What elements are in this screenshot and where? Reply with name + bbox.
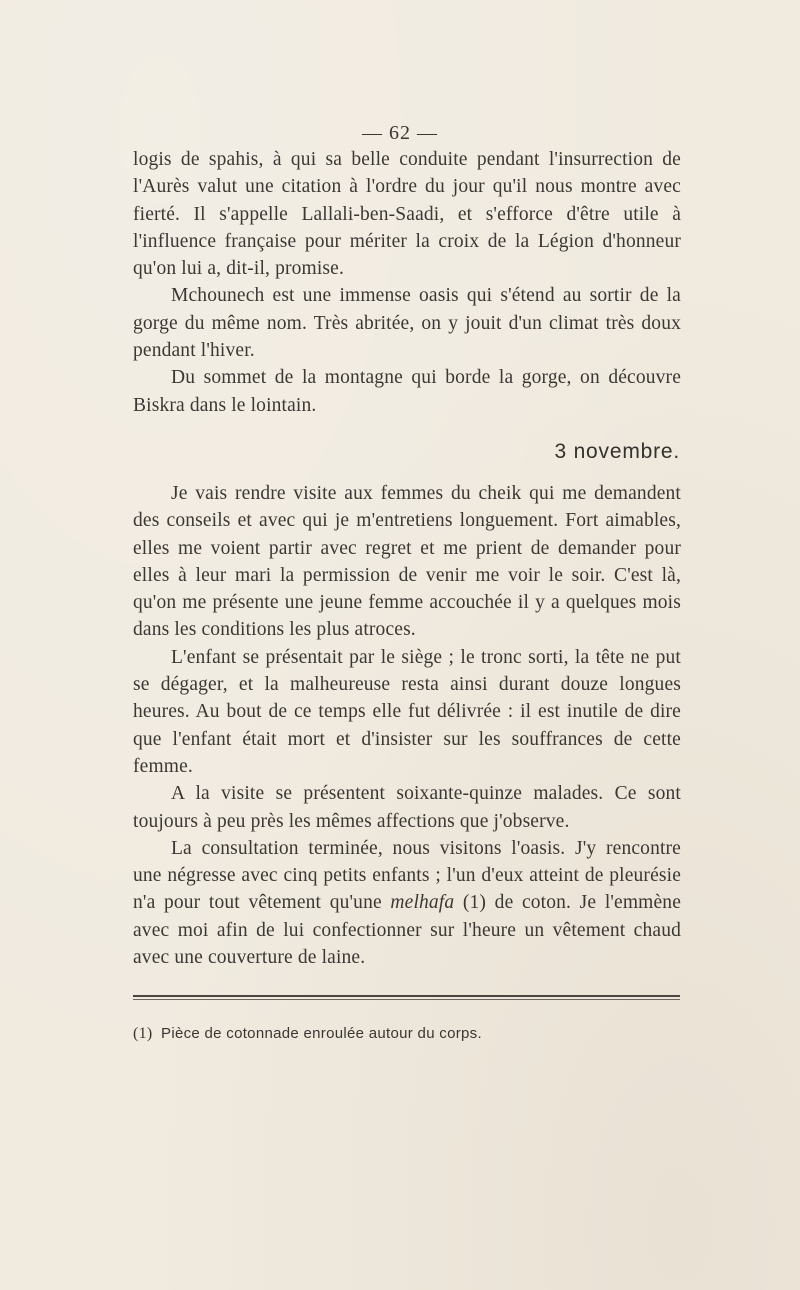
paragraph-childbirth: L'enfant se présentait par le siège ; le tronc sorti, la tête ne put se dégager, et la malheureuse resta ainsi durant douze longues heures. Au bout de ce temps elle fut délivrée : il est inutile de dire que l'enfant était mort et d'insister sur les souffrances de cette femme. xyxy=(133,646,681,777)
footnote-text: Pièce de cotonnade enroulée autour du corps. xyxy=(161,1025,482,1042)
paragraph-oasis-visit xyxy=(133,835,681,971)
footnote-divider-thin xyxy=(133,999,680,1000)
paragraph-biskra: Du sommet de la montagne qui borde la gorge, on découvre Biskra dans le lointain. xyxy=(133,367,681,416)
footnote-mark: (1) xyxy=(133,1025,153,1042)
oasis-text-before: La consultation terminée, nous visitons l'oasis. J'y rencontre une négresse avec cinq petits enfants ; l'un d'eux atteint de pleurésie n'a pour tout vêtement qu'une xyxy=(133,837,681,914)
footnote xyxy=(133,1025,680,1043)
paragraph-continuation: logis de spahis, à qui sa belle conduite pendant l'insurrection de l'Aurès valut une citation à l'ordre du jour qu'il nous montre avec fierté. Il s'appelle Lallali-ben-Saadi, et s'efforce d'être utile à l'influence française pour mériter la croix de la Légion d'honneur qu'on lui a, dit-il, promise. xyxy=(133,149,681,280)
oasis-text-after: (1) de coton. Je l'emmène avec moi afin de lui confectionner sur l'heure un vêtement chaud avec une couverture de laine. xyxy=(133,892,682,969)
text-block-bottom xyxy=(133,480,681,971)
footnote-divider xyxy=(133,995,680,997)
melhafa-term: melhafa xyxy=(390,892,455,914)
date-heading: 3 novembre. xyxy=(554,440,680,463)
paragraph-cheik-visit: Je vais rendre visite aux femmes du cheik qui me demandent des conseils et avec qui je m'entretiens longuement. Fort aimables, elles me voient partir avec regret et me prient de demander pour elles à leur mari la permission de venir me voir le soir. C'est là, qu'on me présente une jeune femme accouchée il y a quelques mois dans les conditions les plus atroces. xyxy=(133,483,681,641)
page-number: — 62 — xyxy=(362,122,438,144)
paragraph-mchounech: Mchounech est une immense oasis qui s'étend au sortir de la gorge du même nom. Très abritée, on y jouit d'un climat très doux pendant l'hiver. xyxy=(133,285,681,362)
text-block-top xyxy=(133,146,681,419)
paragraph-consultation: A la visite se présentent soixante-quinze malades. Ce sont toujours à peu près les mêmes affections que j'observe. xyxy=(133,783,681,832)
